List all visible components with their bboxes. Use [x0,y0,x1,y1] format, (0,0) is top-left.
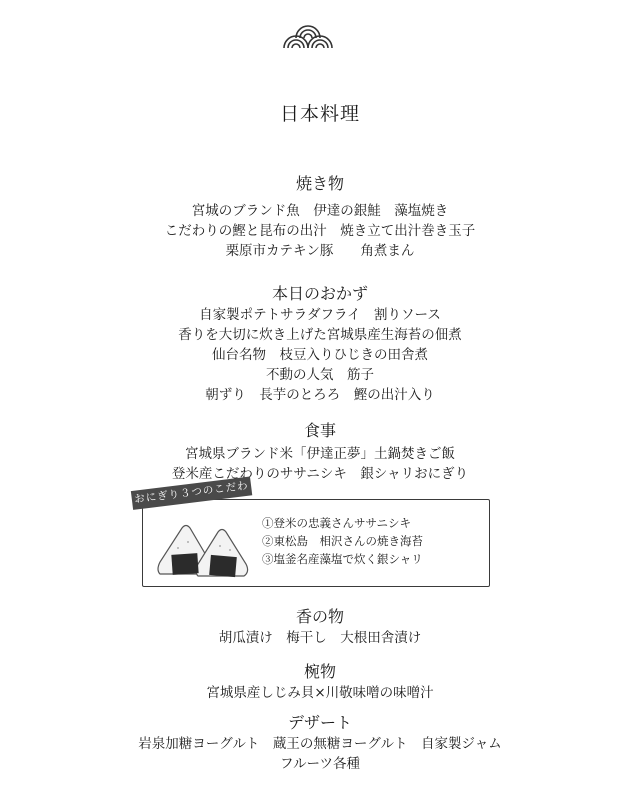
onigiri-point: ①登米の忠義さんササニシキ [262,516,412,530]
seigaiha-wave-icon [282,16,334,50]
section-heading: 食事 [303,421,336,440]
menu-item: 栗原市カテキン豚 角煮まん [225,243,415,259]
menu-item: こだわりの鰹と昆布の出汁 焼き立て出汁巻き玉子 [164,223,476,239]
menu-item: 岩泉加糖ヨーグルト 蔵王の無糖ヨーグルト 自家製ジャム [138,736,502,752]
menu-item: 宮城のブランド魚 伊達の銀鮭 藻塩焼き [191,203,449,219]
menu-item: 胡瓜漬け 梅干し 大根田舎漬け [218,630,422,646]
section-heading: 本日のおかず [271,284,368,303]
page-title: 日本料理 [279,103,360,125]
section-heading: 香の物 [295,607,344,626]
onigiri-point: ③塩釜名産藻塩で炊く銀シャリ [262,552,423,566]
menu-item: 香りを大切に炊き上げた宮城県産生海苔の佃煮 [178,327,462,343]
section-konomono [0,606,640,648]
onigiri-point: ②東松島 相沢さんの焼き海苔 [262,534,423,548]
section-shokuji [0,420,640,484]
section-heading: 焼き物 [295,174,344,193]
menu-item: 仙台名物 枝豆入りひじきの田舎煮 [212,347,428,363]
menu-item: 登米産こだわりのササニシキ 銀シャリおにぎり [171,466,469,482]
onigiri-points [262,514,482,568]
menu-item: 自家製ポテトサラダフライ 割りソース [199,307,441,323]
section-heading: 椀物 [303,662,336,681]
menu-item: 不動の人気 筋子 [266,367,374,383]
rice-ball-icon [154,520,254,578]
menu-item: 宮城県産しじみ貝×川敬味噌の味噌汁 [206,685,434,701]
onigiri-ribbon: おにぎり３つのこだわり [131,476,252,509]
section-heading: デザート [287,713,352,732]
section-dessert [0,712,640,774]
menu-item: フルーツ各種 [280,756,360,772]
menu-item: 宮城県ブランド米「伊達正夢」土鍋焚きご飯 [185,446,455,462]
section-yakimono [0,173,640,261]
section-okazu [0,283,640,405]
section-wanmono [0,661,640,703]
menu-item: 朝ずり 長芋のとろろ 鰹の出汁入り [205,387,435,403]
